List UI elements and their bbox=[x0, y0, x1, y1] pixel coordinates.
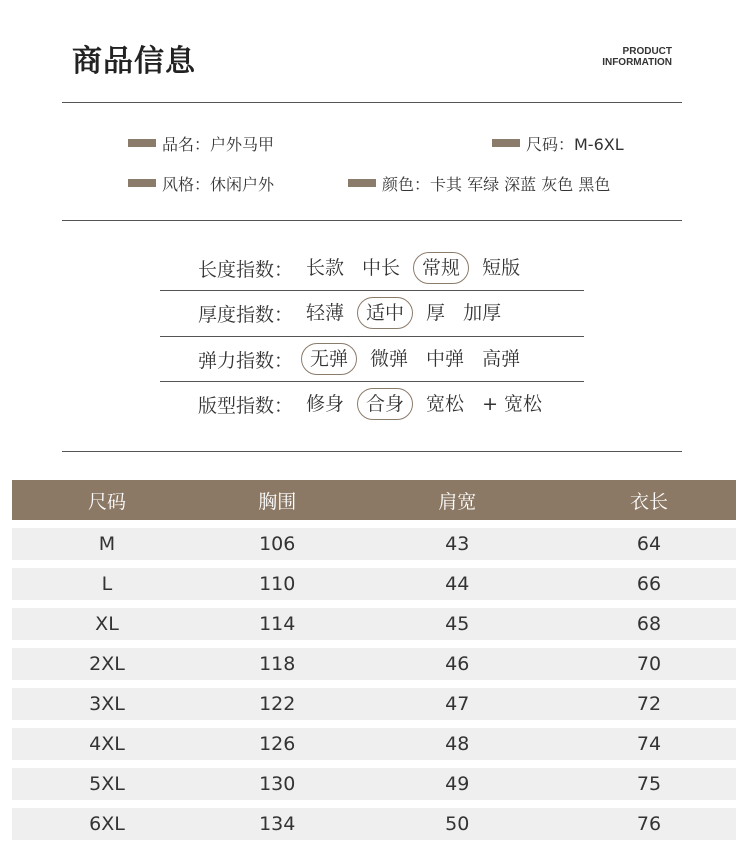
cell-length: 75 bbox=[562, 768, 736, 800]
index-option: 修身 bbox=[306, 393, 345, 415]
index-option-selected: 无弹 bbox=[301, 343, 357, 375]
info-style-text: 风格：休闲户外 bbox=[162, 174, 275, 194]
index-option: 宽松 bbox=[426, 393, 465, 415]
index-option: 厚 bbox=[426, 302, 446, 324]
divider-top bbox=[62, 102, 682, 103]
index-row-length bbox=[160, 246, 584, 290]
size-table-body bbox=[12, 528, 736, 840]
index-option: 加厚 bbox=[463, 302, 502, 324]
index-option: + 宽松 bbox=[482, 393, 543, 415]
cell-shoulder: 47 bbox=[352, 688, 562, 720]
cell-shoulder: 48 bbox=[352, 728, 562, 760]
index-row-thickness bbox=[160, 291, 584, 335]
cell-length: 72 bbox=[562, 688, 736, 720]
index-row-fit bbox=[160, 382, 584, 426]
size-table-header bbox=[12, 480, 736, 520]
table-row bbox=[12, 608, 736, 640]
table-row bbox=[12, 688, 736, 720]
table-row bbox=[12, 528, 736, 560]
index-option: 中弹 bbox=[426, 348, 465, 370]
cell-size: XL bbox=[12, 608, 202, 640]
cell-chest: 114 bbox=[202, 608, 352, 640]
header-shoulder: 肩宽 bbox=[352, 480, 562, 520]
cell-chest: 134 bbox=[202, 808, 352, 840]
title-en-line-2: INFORMATION bbox=[602, 57, 672, 68]
table-row bbox=[12, 768, 736, 800]
cell-size: 3XL bbox=[12, 688, 202, 720]
table-row bbox=[12, 808, 736, 840]
cell-size: M bbox=[12, 528, 202, 560]
cell-size: 6XL bbox=[12, 808, 202, 840]
cell-chest: 106 bbox=[202, 528, 352, 560]
info-bar-marker bbox=[348, 179, 376, 187]
cell-chest: 122 bbox=[202, 688, 352, 720]
index-option: 中长 bbox=[362, 257, 401, 279]
cell-length: 70 bbox=[562, 648, 736, 680]
index-label: 弹力指数： bbox=[198, 349, 294, 372]
index-option: 轻薄 bbox=[306, 302, 345, 324]
index-row-elasticity bbox=[160, 337, 584, 381]
info-bar-marker bbox=[128, 139, 156, 147]
divider-bottom bbox=[62, 451, 682, 452]
page-title-english bbox=[552, 46, 672, 68]
index-label: 版型指数： bbox=[198, 394, 294, 417]
cell-chest: 118 bbox=[202, 648, 352, 680]
cell-shoulder: 49 bbox=[352, 768, 562, 800]
page-title: 商品信息 bbox=[72, 44, 196, 79]
info-name bbox=[128, 132, 274, 154]
cell-shoulder: 50 bbox=[352, 808, 562, 840]
cell-size: 2XL bbox=[12, 648, 202, 680]
info-colors-text: 颜色：卡其 军绿 深蓝 灰色 黑色 bbox=[382, 174, 611, 194]
cell-chest: 126 bbox=[202, 728, 352, 760]
index-option-selected: 适中 bbox=[357, 297, 413, 329]
info-name-text: 品名：户外马甲 bbox=[162, 134, 275, 154]
cell-chest: 130 bbox=[202, 768, 352, 800]
index-option-selected: 合身 bbox=[357, 388, 413, 420]
index-option: 高弹 bbox=[482, 348, 521, 370]
cell-size: 4XL bbox=[12, 728, 202, 760]
cell-length: 76 bbox=[562, 808, 736, 840]
cell-length: 66 bbox=[562, 568, 736, 600]
table-row bbox=[12, 568, 736, 600]
index-option-selected: 常规 bbox=[413, 252, 469, 284]
cell-length: 68 bbox=[562, 608, 736, 640]
cell-size: L bbox=[12, 568, 202, 600]
cell-size: 5XL bbox=[12, 768, 202, 800]
table-row bbox=[12, 648, 736, 680]
index-label: 厚度指数： bbox=[198, 303, 294, 326]
cell-shoulder: 46 bbox=[352, 648, 562, 680]
index-option: 长款 bbox=[306, 257, 345, 279]
info-colors bbox=[348, 172, 610, 194]
cell-shoulder: 44 bbox=[352, 568, 562, 600]
info-size-range bbox=[492, 132, 624, 154]
info-bar-marker bbox=[492, 139, 520, 147]
title-en-line-1: PRODUCT bbox=[622, 46, 672, 57]
header-size: 尺码 bbox=[12, 480, 202, 520]
index-label: 长度指数： bbox=[198, 258, 294, 281]
index-option: 短版 bbox=[482, 257, 521, 279]
info-style bbox=[128, 172, 274, 194]
info-size-range-text: 尺码：M-6XL bbox=[526, 134, 624, 154]
cell-chest: 110 bbox=[202, 568, 352, 600]
cell-length: 74 bbox=[562, 728, 736, 760]
divider-middle bbox=[62, 220, 682, 221]
cell-shoulder: 45 bbox=[352, 608, 562, 640]
size-table bbox=[12, 472, 736, 848]
index-option: 微弹 bbox=[370, 348, 409, 370]
info-bar-marker bbox=[128, 179, 156, 187]
cell-length: 64 bbox=[562, 528, 736, 560]
table-row bbox=[12, 728, 736, 760]
header-chest: 胸围 bbox=[202, 480, 352, 520]
cell-shoulder: 43 bbox=[352, 528, 562, 560]
header-length: 衣长 bbox=[562, 480, 736, 520]
